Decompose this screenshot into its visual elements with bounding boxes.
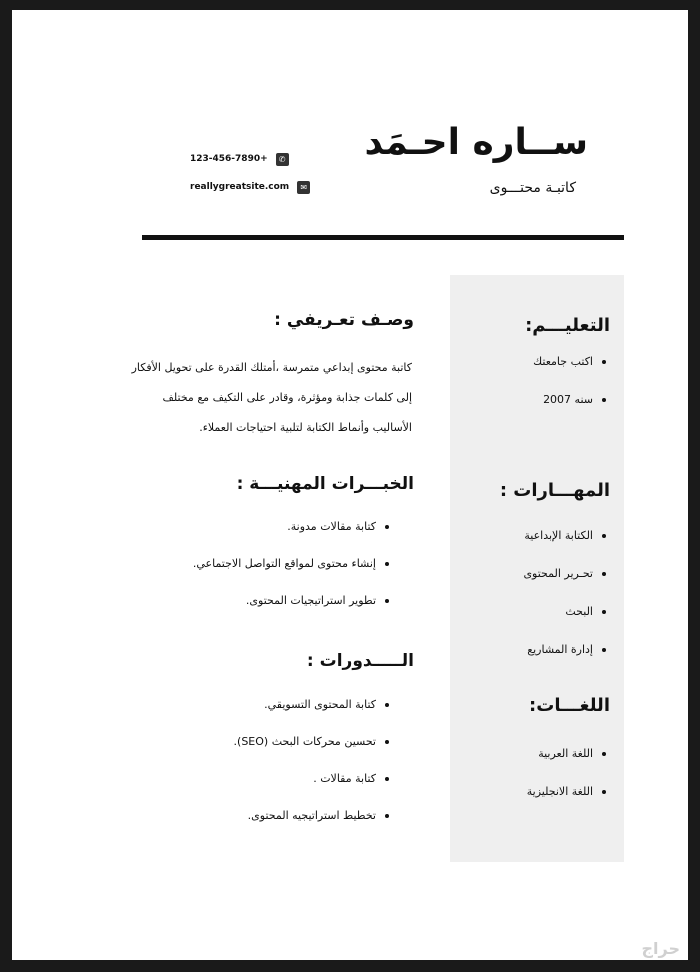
list-item: إنشاء محتوى لمواقع التواصل الاجتماعي. bbox=[193, 545, 391, 582]
candidate-name: ســاره احـمَد bbox=[364, 122, 588, 163]
haraj-watermark: حراج bbox=[641, 939, 680, 958]
skills-heading: المهـــارات : bbox=[499, 480, 610, 501]
envelope-icon: ✉ bbox=[297, 181, 310, 194]
courses-list bbox=[234, 686, 391, 834]
list-item: تحسين محركات البحث (SEO). bbox=[234, 723, 391, 760]
sidebar-panel bbox=[450, 275, 624, 862]
website-row bbox=[190, 173, 310, 201]
job-title: كاتبـة محتـــوى bbox=[489, 180, 576, 196]
website-link[interactable]: reallygreatsite.com bbox=[190, 182, 290, 192]
phone-icon: ✆ bbox=[276, 153, 289, 166]
list-item: كتابة مقالات . bbox=[234, 760, 391, 797]
education-list bbox=[533, 343, 608, 419]
list-item: إدارة المشاريع bbox=[523, 631, 608, 669]
profile-heading: وصـف تعـريفي : bbox=[274, 310, 414, 330]
phone-number: 123-456-7890+ bbox=[190, 154, 268, 164]
profile-text: كاتبة محتوى إبداعي متمرسة ،أمتلك القدرة على تحويل الأفكار إلى كلمات جذابة ومؤثرة، وقادر على التكيف مع مختلف الأساليب وأنماط الكتابة لتلبية احتياجات العملاء. bbox=[131, 361, 412, 434]
list-item: اللغة العربية bbox=[527, 735, 608, 773]
list-item: تخطيط استراتيجيه المحتوى. bbox=[234, 797, 391, 834]
phone-row bbox=[190, 145, 310, 173]
list-item: كتابة المحتوى التسويقي. bbox=[234, 686, 391, 723]
experience-heading: الخبـــرات المهنيـــة : bbox=[236, 474, 414, 494]
list-item: اكتب جامعتك bbox=[533, 343, 608, 381]
contact-block bbox=[190, 145, 310, 201]
header-divider bbox=[142, 235, 624, 240]
list-item: تحـرير المحتوى bbox=[523, 555, 608, 593]
languages-heading: اللغـــات: bbox=[529, 695, 610, 716]
list-item: سنه 2007 bbox=[533, 381, 608, 419]
list-item: تطوير استراتيجيات المحتوى. bbox=[193, 582, 391, 619]
education-heading: التعليـــم: bbox=[525, 315, 610, 336]
list-item: كتابة مقالات مدونة. bbox=[193, 508, 391, 545]
experience-list bbox=[193, 508, 391, 619]
list-item: اللغة الانجليزية bbox=[527, 773, 608, 811]
resume-page bbox=[12, 10, 688, 960]
list-item: الكتابة الإبداعية bbox=[523, 517, 608, 555]
languages-list bbox=[527, 735, 608, 811]
courses-heading: الـــــدورات : bbox=[306, 651, 414, 671]
list-item: البحث bbox=[523, 593, 608, 631]
skills-list bbox=[523, 517, 608, 669]
